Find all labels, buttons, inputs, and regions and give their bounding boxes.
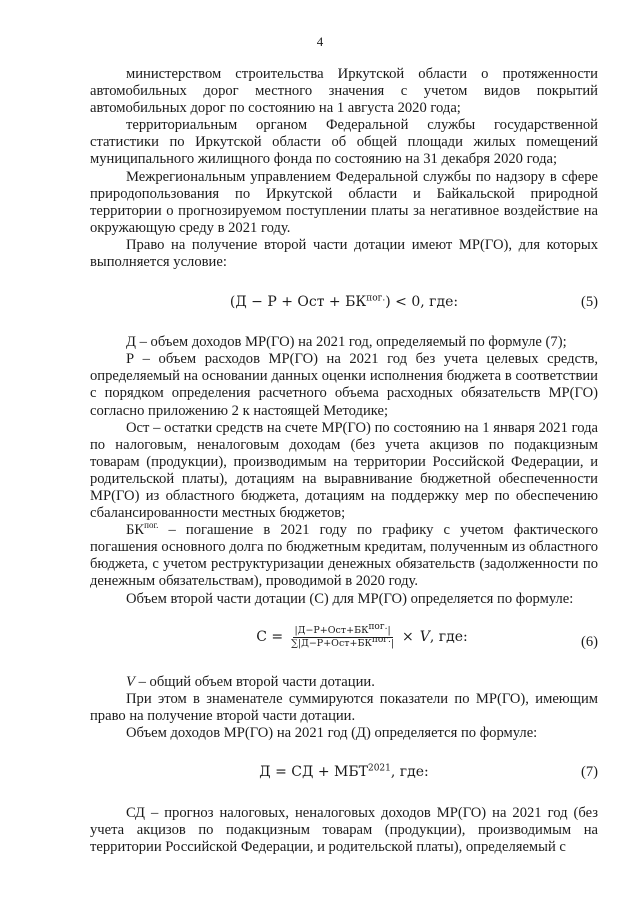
formula-6-denominator-sup: пог. — [371, 634, 391, 645]
paragraph-nature-supervision: Межрегиональным управлением Федеральной службы по надзору в сфере природопользования по Иркутской области и Байкальской природной территории о прогнозируемом поступлении платы за негативное воздействие на окружающую среду в 2021 году. — [90, 168, 598, 236]
formula-6-denominator-end: | — [390, 637, 395, 649]
definition-sd: СД – прогноз налоговых, неналоговых доходов МР(ГО) на 2021 год (без учета акцизов по подакцизным товарам (продукции), производимым на территории Российской Федерации, и родительской платы), определяемый с — [90, 805, 598, 856]
paragraph-statistics-body: территориальным органом Федеральной службы государственной статистики по Иркутской области об общей площади жилых помещений муниципального жилищного фонда по состоянию на 31 декабря 2020 года; — [90, 117, 598, 168]
formula-6-numerator-text: |Д−Р+Ост+БК — [294, 624, 369, 636]
definition-bk-text: – погашение в 2021 году по графику с учетом фактического погашения основного долга по бюджетным кредитам, полученным из областного бюджета, с учетом реструктуризации денежных обязательств (задолженности по денежным обязательствам), проводимой в 2020 году. — [90, 522, 598, 590]
paragraph-ministry-construction: министерством строительства Иркутской области о протяженности автомобильных дорог местного значения с учетом видов покрытий автомобильных дорог по состоянию на 1 августа 2020 года; — [90, 66, 598, 117]
formula-6-denominator — [289, 634, 396, 650]
formula-6-lhs: С = — [256, 628, 284, 645]
formula-6-fraction — [289, 621, 396, 650]
formula-7-sup: 2021 — [367, 763, 391, 774]
definition-bk-sup: пог. — [144, 520, 159, 531]
definition-r: Р – объем расходов МР(ГО) на 2021 год без учета целевых средств, определяемый на основании данных оценки исполнения бюджета в соответствии с порядком определения расчетного объема расходных обязательств МР(ГО) согласно приложению 2 к настоящей Методике; — [90, 351, 598, 419]
formula-6-numerator-sup: пог. — [368, 621, 388, 632]
definition-v — [90, 674, 598, 691]
formula-6-v: V — [419, 628, 430, 645]
document-body — [90, 66, 598, 856]
formula-5-number: (5) — [580, 294, 598, 311]
formula-6-tail: , где: — [429, 628, 468, 645]
formula-7-text: Д = СД + МБТ — [259, 764, 368, 780]
formula-7-number: (7) — [580, 764, 598, 780]
paragraph-denominator-note: При этом в знаменателе суммируются показатели по МР(ГО), имеющим право на получение второй части дотации. — [90, 690, 598, 724]
definition-d: Д – объем доходов МР(ГО) на 2021 год, определяемый по формуле (7); — [126, 334, 567, 351]
formula-5 — [90, 294, 598, 312]
formula-7 — [90, 764, 598, 782]
page-number: 4 — [316, 34, 324, 49]
formula-7-tail: , где: — [390, 764, 429, 780]
formula-5-right: ) < 0, где: — [385, 294, 459, 311]
formula-6-numerator-end: | — [387, 624, 391, 636]
formula-6-body — [256, 621, 468, 650]
definition-bk-term: БК — [126, 522, 145, 539]
formula-6-number: (6) — [580, 633, 598, 650]
formula-6 — [90, 621, 598, 659]
paragraph-d-intro: Объем доходов МР(ГО) на 2021 год (Д) определяется по формуле: — [126, 724, 538, 741]
paragraph-second-part-right: Право на получение второй части дотации имеют МР(ГО), для которых выполняется условие: — [90, 236, 598, 271]
definition-v-text: – общий объем второй части дотации. — [134, 673, 375, 690]
formula-5-sup: пог. — [366, 293, 386, 304]
formula-6-denominator-text: ∑|Д−Р+Ост+БК — [291, 637, 372, 649]
formula-5-left: (Д − Р + Ост + БК — [229, 294, 367, 311]
definition-bk — [90, 522, 598, 590]
formula-6-times: × — [402, 628, 414, 645]
definition-v-term: V — [126, 673, 135, 690]
paragraph-c-intro: Объем второй части дотации (С) для МР(ГО) определяется по формуле: — [126, 590, 574, 607]
definition-ost: Ост – остатки средств на счете МР(ГО) по состоянию на 1 января 2021 года по налоговым, неналоговым доходам (без учета акцизов по подакцизным товарам (продукции), производимым на территории Российской Федерации, и родительской платы), дотациям на выравнивание бюджетной обеспеченности МР(ГО) из областного бюджета, дотациям на поддержку мер по обеспечению сбалансированности местных бюджетов; — [90, 419, 598, 522]
